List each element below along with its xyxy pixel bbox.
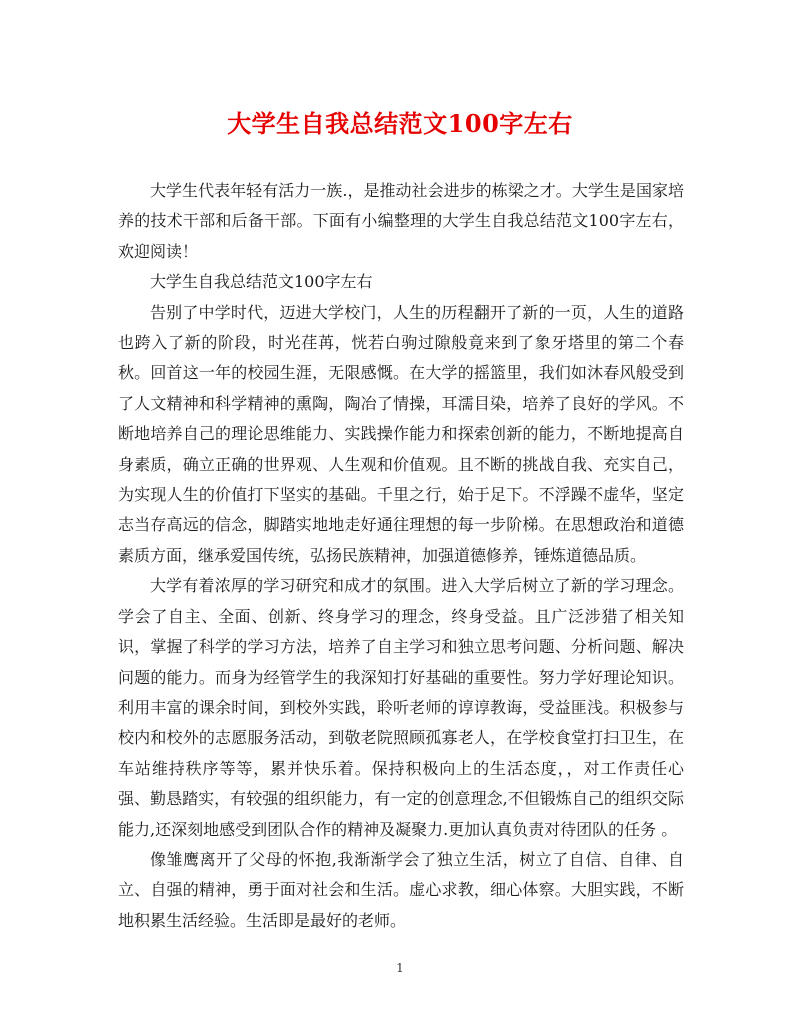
body-paragraph: 告别了中学时代，迈进大学校门，人生的历程翻开了新的一页，人生的道路也跨入了新的阶段，时光荏苒，恍若白驹过隙般竟来到了象牙塔里的第二个春秋。回首这一年的校园生涯，无限感慨。在大学的摇篮里，我们如沐春风般受到了人文精神和科学精神的熏陶，陶冶了情操，耳濡目染，培养了良好的学风。不断地培养自己的理论思维能力、实践操作能力和探索创新的能力，不断地提高自身素质，确立正确的世界观、人生观和价值观。且不断的挑战自我、充实自己，为实现人生的价值打下坚实的基础。千里之行，始于足下。不浮躁不虚华，坚定志当存高远的信念，脚踏实地地走好通往理想的每一步阶梯。在思想政治和道德素质方面，继承爱国传统，弘扬民族精神，加强道德修养，锤炼道德品质。	[118, 302, 684, 565]
body-paragraph: 大学有着浓厚的学习研究和成才的氛围。进入大学后树立了新的学习理念。学会了自主、全面、创新、终身学习的理念，终身受益。且广泛涉猎了相关知识，掌握了科学的学习方法，培养了自主学习和独立思考问题、分析问题、解决问题的能力。而身为经管学生的我深知打好基础的重要性。努力学好理论知识。利用丰富的课余时间，到校外实践，聆听老师的谆谆教诲，受益匪浅。积极参与校内和校外的志愿服务活动，到敬老院照顾孤寡老人，在学校食堂打扫卫生，在车站维持秩序等等，累并快乐着。保持积极向上的生活态度，，对工作责任心强、勤恳踏实，有较强的组织能力，有一定的创意理念,不但锻炼自己的组织交际能力,还深刻地感受到团队合作的精神及凝聚力.更加认真负责对待团队的任务 。	[118, 576, 684, 839]
document-title: 大学生自我总结范文100字左右	[227, 109, 573, 138]
intro-paragraph: 大学生代表年轻有活力一族.，是推动社会进步的栋梁之才。大学生是国家培养的技术干部和后备干部。下面有小编整理的大学生自我总结范文100字左右，欢迎阅读！	[118, 181, 684, 261]
section-heading: 大学生自我总结范文100字左右	[150, 272, 373, 292]
body-paragraph: 像雏鹰离开了父母的怀抱,我渐渐学会了独立生活，树立了自信、自律、自立、自强的精神，勇于面对社会和生活。虚心求教，细心体察。大胆实践，不断地积累生活经验。生活即是最好的老师。	[118, 849, 684, 930]
page-number: 1	[396, 961, 404, 975]
document-body	[118, 176, 684, 936]
